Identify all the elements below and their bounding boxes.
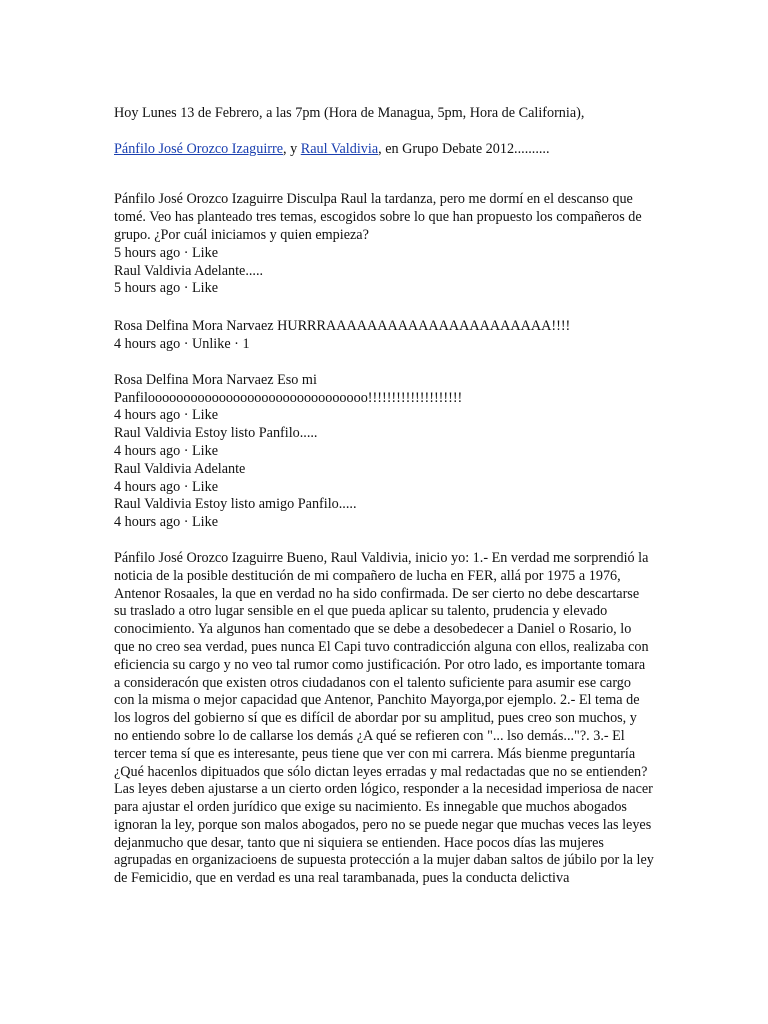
participants-line	[114, 141, 654, 159]
document-body	[114, 105, 654, 888]
comment-text: Raul Valdivia Estoy listo amigo Panfilo.....	[114, 496, 357, 513]
spacer	[114, 298, 654, 318]
comment-text: Pánfilo José Orozco Izaguirre Disculpa Raul la tardanza, pero me dormí en el descanso que tomé. Veo has planteado tres temas, escogidos sobre lo que han propuesto los compañeros de grupo. ¿Por cuál iniciamos y quien empieza?	[114, 191, 642, 243]
comment-text: Raul Valdivia Adelante.....	[114, 262, 264, 279]
comment-text: Rosa Delfina Mora Narvaez HURRRAAAAAAAAAAAAAAAAAAAAAA!!!!	[114, 318, 571, 335]
comment	[114, 263, 654, 299]
comment	[114, 191, 654, 262]
comment-meta[interactable]: 4 hours ago · Like	[114, 514, 219, 531]
comment	[114, 425, 654, 461]
spacer	[114, 354, 654, 372]
comment-meta[interactable]: 4 hours ago · Like	[114, 407, 219, 424]
participant-link-raul[interactable]: Raul Valdivia	[300, 140, 379, 157]
spacer	[114, 123, 654, 141]
participant-link-panfilo[interactable]: Pánfilo José Orozco Izaguirre	[114, 140, 284, 157]
comment-meta[interactable]: 4 hours ago · Unlike · 1	[114, 335, 250, 352]
comment-meta[interactable]: 4 hours ago · Like	[114, 442, 219, 459]
comment	[114, 372, 654, 425]
comment	[114, 461, 654, 497]
comment-text: Raul Valdivia Adelante	[114, 460, 246, 477]
comment	[114, 496, 654, 532]
comment	[114, 550, 654, 888]
comment-meta[interactable]: 5 hours ago · Like	[114, 280, 219, 297]
intro-line: Hoy Lunes 13 de Febrero, a las 7pm (Hora de Managua, 5pm, Hora de California),	[114, 105, 585, 121]
comment-text: Raul Valdivia Estoy listo Panfilo.....	[114, 425, 318, 442]
participants-separator: , y	[283, 140, 301, 157]
comment	[114, 318, 654, 354]
comment-meta[interactable]: 4 hours ago · Like	[114, 478, 219, 495]
comment-meta[interactable]: 5 hours ago · Like	[114, 244, 219, 261]
participants-tail: , en Grupo Debate 2012..........	[378, 140, 550, 157]
comment-text: Pánfilo José Orozco Izaguirre Bueno, Raul Valdivia, inicio yo: 1.- En verdad me sorprendió la noticia de la posible destitución de mi compañero de lucha en FER, allá por 1975 a 1976, Antenor Rosaales, la que en verdad no ha sido confirmada. De ser cierto no debe descartarse su traslado a otro lugar sensible en el que pueda aplicar su talento, prudencia y elevado conocimiento. Ya algunos han comentado que se debe a desobedecer a Daniel o Rosario, lo que no creo sea verdad, pues nunca El Capi tuvo contradicción alguna con ellos, realizaba con eficiencia su cargo y no veo tal rumor como justificación. Por otro lado, es importante tomara a consideracón que existen otros ciudadanos con el talento suficiente para asumir ese cargo con la misma o mejor capacidad que Antenor, Panchito Mayorga,por ejemplo. 2.- El tema de los logros del gobierno sí que es difícil de abordar por su amplitud, pues creo son muchos, y no entiendo sobre lo de callarse los demás ¿A qué se refieren con "... lso demás..."?. 3.- El tercer tema sí que es interesante, peus tiene que ver con mi carrera. Más bienme preguntaría ¿Qué hacenlos dipituados que sólo dictan leyes erradas y mal redactadas que no se entienden? Las leyes deben ajustarse a un cierto orden lógico, responder a la necesidad imperiosa de nacer para ajustar el orden jurídico que exige su nacimiento. Es innegable que muchos abogados ignoran la ley, porque son malos abogados, pero no se puede negar que muchas veces las leyes dejanmucho que desar, tanto que ni siquiera se entienden. Hace pocos días las mujeres agrupadas en organizacioens de supuesta protección a la mujer daban saltos de júbilo por la ley de Femicidio, que en verdad es una real tarambanada, pues la conducta delictiva	[114, 549, 654, 887]
spacer	[114, 532, 654, 550]
spacer	[114, 158, 654, 191]
comment-text: Rosa Delfina Mora Narvaez Eso mi Panfilooooooooooooooooooooooooooooooo!!!!!!!!!!!!!!!!!!!!	[114, 371, 463, 406]
